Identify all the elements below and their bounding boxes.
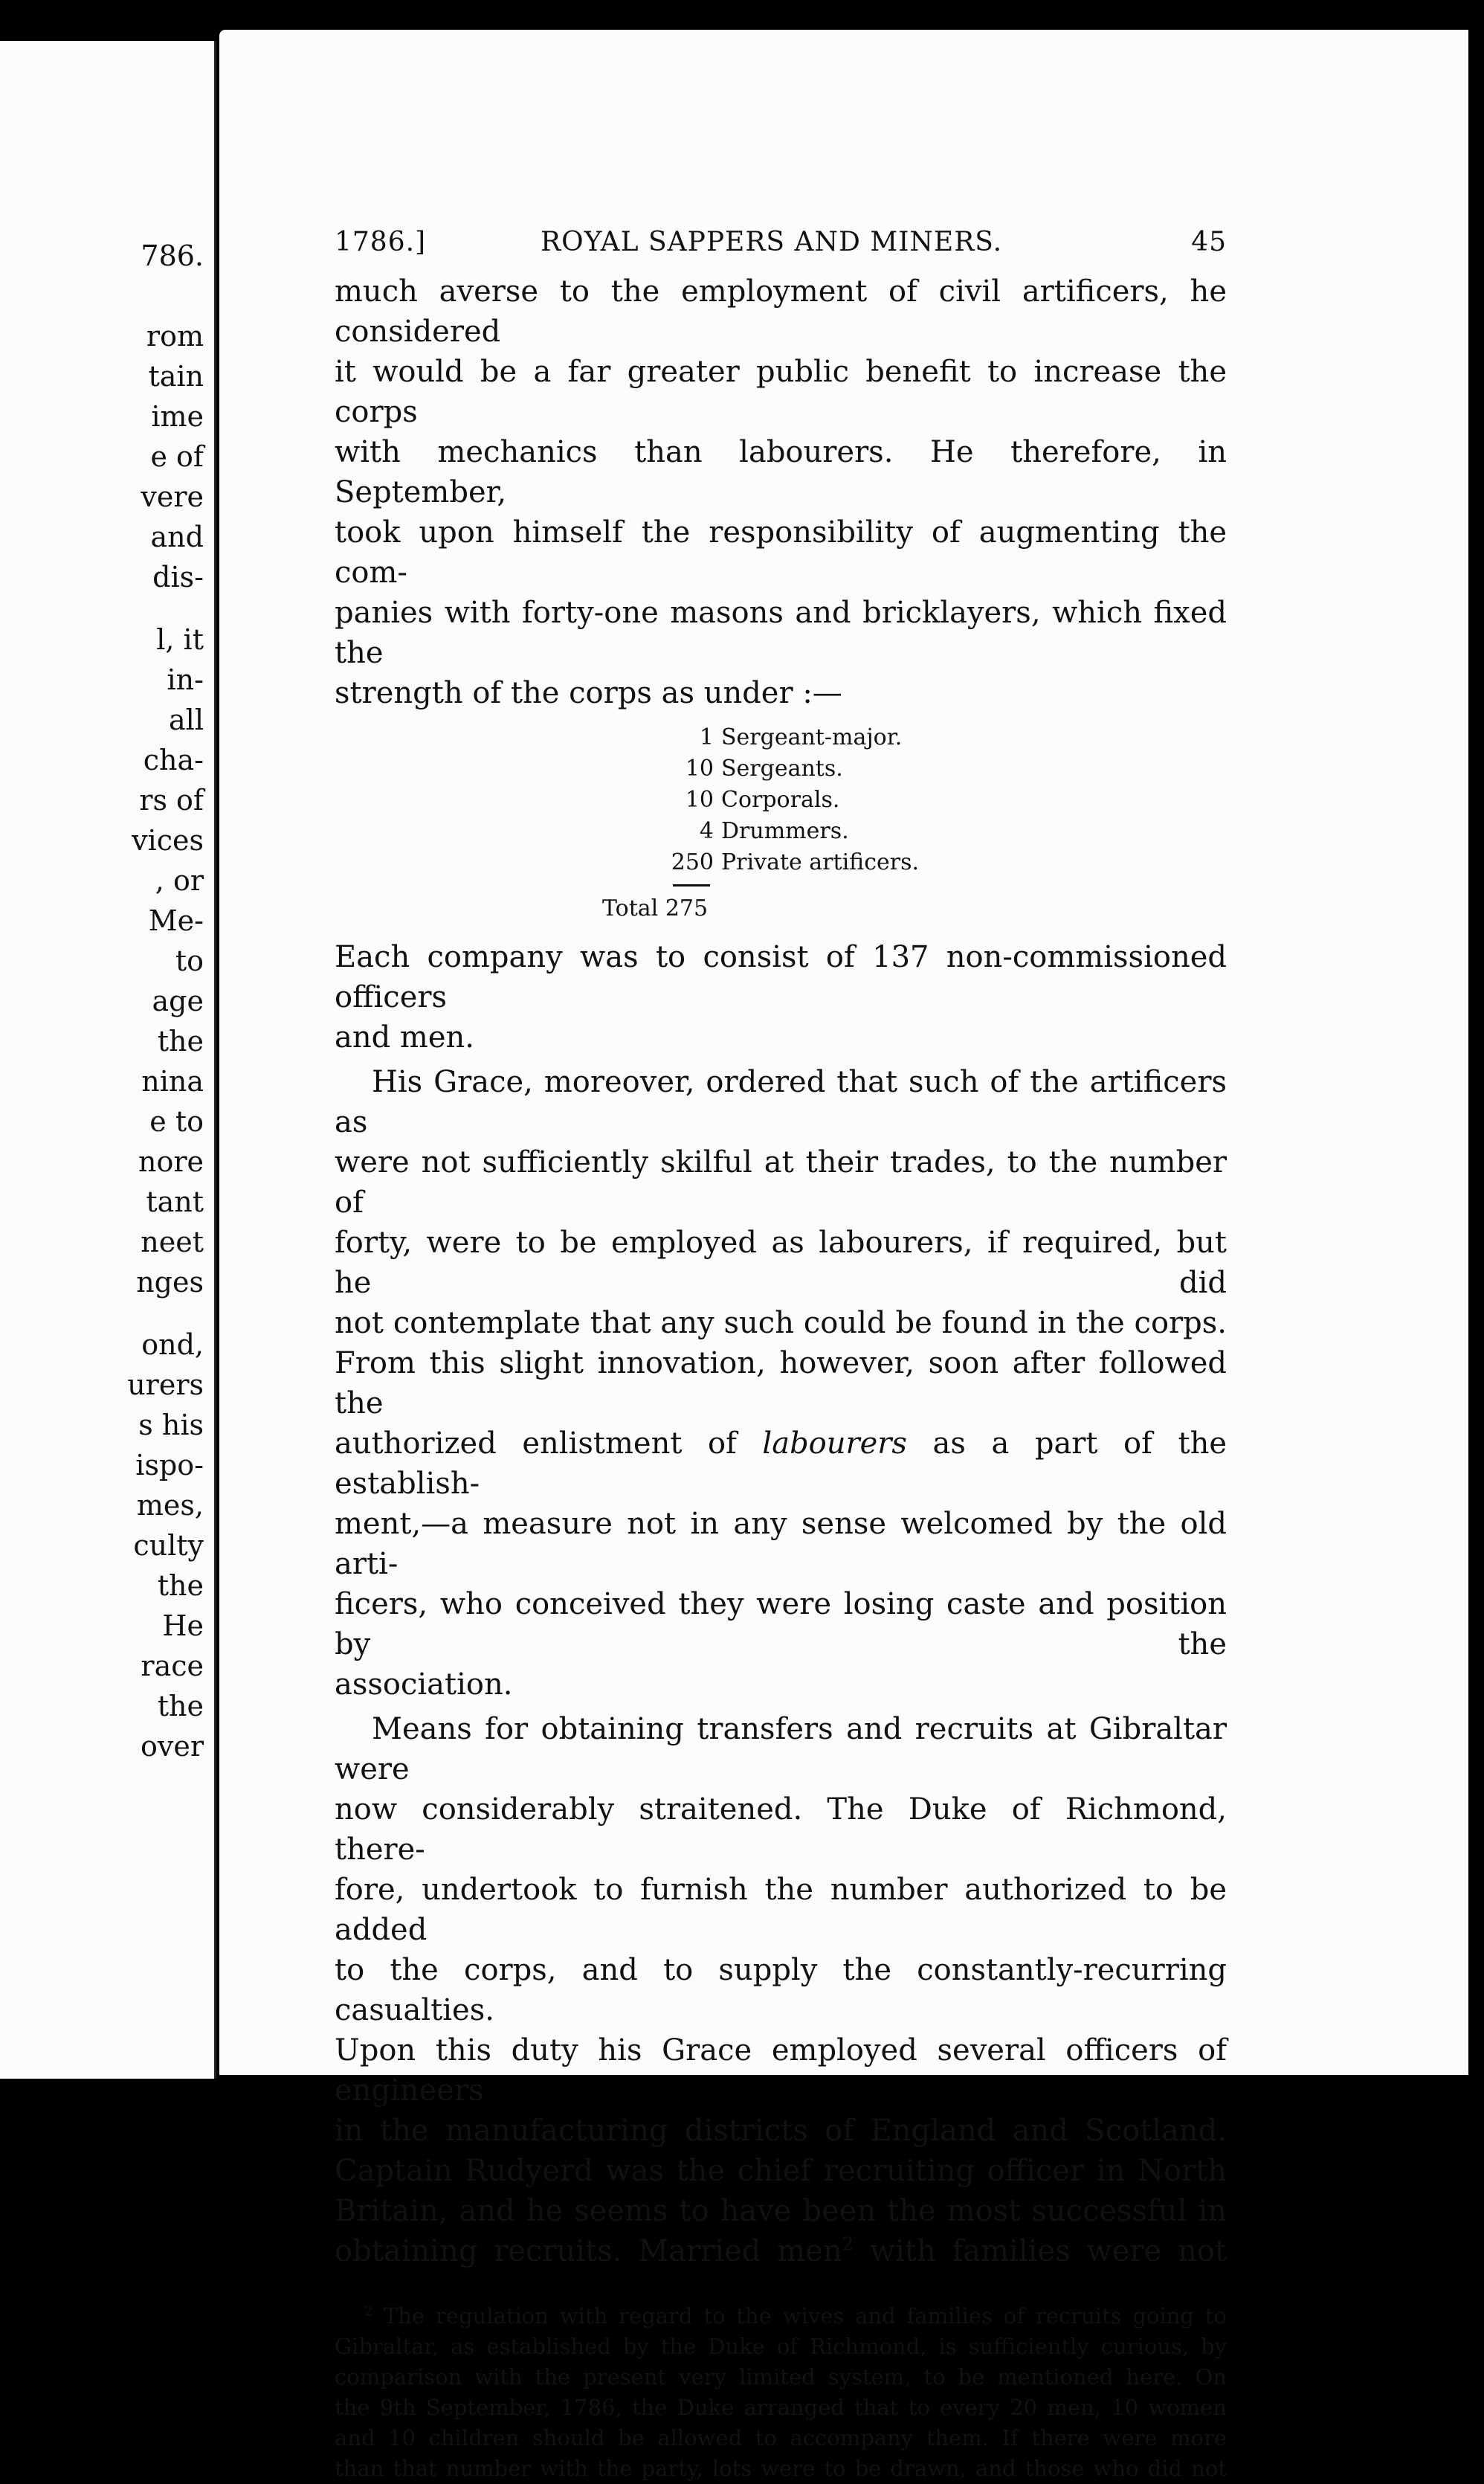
strength-count: 10 xyxy=(685,787,714,813)
left-fragment-line: ond, xyxy=(141,1328,204,1361)
strength-rank: Private artificers. xyxy=(721,849,920,875)
footnote-line: Gibraltar, as established by the Duke of Richmond, is sufficiently curious, by xyxy=(335,2334,1227,2359)
left-fragment-line: tant xyxy=(146,1185,204,1218)
text-fragment: as a part of the establish- xyxy=(335,1426,1227,1501)
text-line: fore, undertook to furnish the number authorized to be added xyxy=(335,1873,1227,1947)
left-fragment-line: over xyxy=(141,1730,204,1763)
left-fragment-line: e of xyxy=(150,440,204,473)
page-number: 45 xyxy=(1191,227,1227,257)
strength-row xyxy=(335,847,1227,878)
strength-total: Total 275 xyxy=(602,895,709,921)
footnote-line: and 10 children should be allowed to accompany them. If there were more xyxy=(335,2425,1227,2451)
left-fragment-line: rom xyxy=(146,320,204,353)
left-page-fragment xyxy=(0,41,216,2079)
text-line: Each company was to consist of 137 non-commissioned officers xyxy=(335,940,1227,1014)
text-line: not contemplate that any such could be found in the corps. xyxy=(335,1306,1227,1340)
strength-rank: Sergeants. xyxy=(721,756,843,782)
left-fragment-line: He xyxy=(162,1609,204,1642)
strength-count: 4 xyxy=(699,818,714,844)
left-fragment-line: l, it xyxy=(156,623,204,656)
left-fragment-line: nore xyxy=(138,1145,204,1178)
text-line: From this slight innovation, however, soon after followed the xyxy=(335,1346,1227,1420)
footnote-line xyxy=(335,2301,1227,2332)
text-line: panies with forty-one masons and bricklayers, which fixed the xyxy=(335,596,1227,670)
left-fragment-line: the xyxy=(157,1569,204,1602)
left-fragment-line: e to xyxy=(149,1105,204,1138)
text-line: in the manufacturing districts of England and Scotland. xyxy=(335,2114,1227,2148)
footnote xyxy=(335,2301,1227,2484)
left-fragment-line: all xyxy=(169,704,204,736)
left-fragment-line: ispo- xyxy=(135,1449,204,1481)
strength-row xyxy=(335,785,1227,816)
text-line: association. xyxy=(335,1667,513,1702)
text-line: ficers, who conceived they were losing caste and position by the xyxy=(335,1587,1227,1661)
strength-count: 10 xyxy=(685,756,714,782)
running-head-title: ROYAL SAPPERS AND MINERS. xyxy=(541,227,1003,257)
text-line: now considerably straitened. The Duke of Richmond, there- xyxy=(335,1792,1227,1867)
left-fragment-line: dis- xyxy=(152,561,204,593)
left-fragment-line: rs of xyxy=(139,784,204,817)
left-fragment-line: nges xyxy=(136,1266,204,1299)
text-fragment: obtaining recruits. Married men xyxy=(335,2234,842,2268)
text-line: it would be a far greater public benefit to increase the corps xyxy=(335,355,1227,429)
total-rule xyxy=(673,884,710,887)
left-fragment-line: in- xyxy=(167,663,204,696)
left-fragment-line: nina xyxy=(141,1065,204,1098)
strength-row xyxy=(335,722,1227,753)
left-page-lines xyxy=(127,316,204,1766)
left-fragment-line: cha- xyxy=(143,744,204,776)
footnote-line: than that number with the party, lots were to be drawn, and those who did not xyxy=(335,2456,1227,2481)
paragraph-3 xyxy=(335,1062,1227,1705)
left-fragment-line: neet xyxy=(141,1226,204,1258)
footnote-marker: 2 xyxy=(364,2304,373,2320)
text-line: forty, were to be employed as labourers, if required, but he did xyxy=(335,1226,1227,1300)
left-fragment-line: and xyxy=(150,521,204,553)
footnote-line: comparison with the present very limited system, to be mentioned here. On xyxy=(335,2364,1227,2390)
strength-row xyxy=(335,816,1227,847)
text-line: Britain, and he seems to have been the most successful in xyxy=(335,2194,1227,2228)
left-fragment-line: tain xyxy=(148,360,204,393)
text-fragment: authorized enlistment of xyxy=(335,1426,737,1461)
left-fragment-line: Me- xyxy=(148,904,204,937)
strength-rank: Sergeant-major. xyxy=(721,724,903,750)
text-line xyxy=(335,2231,1227,2271)
left-fragment-line: culty xyxy=(133,1529,204,1562)
strength-rank: Drummers. xyxy=(721,818,849,844)
left-fragment-line: mes, xyxy=(136,1489,204,1522)
left-fragment-line: the xyxy=(157,1690,204,1722)
text-fragment: The regulation with regard to the wives and families of recruits going to xyxy=(372,2303,1227,2329)
running-head-date: 1786.] xyxy=(335,227,427,257)
left-fragment-line: age xyxy=(152,985,204,1017)
strength-row xyxy=(335,753,1227,785)
text-line: ment,—a measure not in any sense welcomed by the old arti- xyxy=(335,1507,1227,1581)
left-fragment-line: urers xyxy=(127,1368,204,1401)
right-page xyxy=(219,30,1468,2481)
left-page-header: 786. xyxy=(141,239,204,272)
page-content xyxy=(335,227,1227,2484)
left-fragment-line: s his xyxy=(138,1409,204,1441)
text-line: Upon this duty his Grace employed several officers of engineers xyxy=(335,2033,1227,2108)
strength-count: 1 xyxy=(699,724,714,750)
italic-word: labourers xyxy=(762,1426,907,1461)
text-line: His Grace, moreover, ordered that such of the artificers as xyxy=(335,1065,1227,1139)
text-line xyxy=(335,1423,1227,1504)
left-fragment-line: race xyxy=(141,1650,204,1682)
left-fragment-line: vices xyxy=(132,824,204,857)
text-line: Means for obtaining transfers and recruits at Gibraltar were xyxy=(335,1712,1227,1786)
text-fragment: with families were not xyxy=(853,2234,1227,2268)
text-line: Captain Rudyerd was the chief recruiting officer in North xyxy=(335,2154,1227,2188)
text-line: strength of the corps as under :— xyxy=(335,676,842,710)
strength-count: 250 xyxy=(671,849,714,875)
strength-table xyxy=(335,722,1227,878)
left-fragment-line xyxy=(127,597,204,620)
paragraph-2 xyxy=(335,937,1227,1058)
text-line: much averse to the employment of civil artificers, he considered xyxy=(335,274,1227,349)
paragraph-1 xyxy=(335,271,1227,713)
left-fragment-line: ime xyxy=(151,400,204,433)
left-fragment-line xyxy=(127,1302,204,1325)
left-fragment-line: , or xyxy=(155,864,204,897)
left-fragment-line: to xyxy=(175,945,204,977)
running-head xyxy=(335,227,1227,271)
text-line: were not sufficiently skilful at their trades, to the number of xyxy=(335,1145,1227,1220)
text-line: with mechanics than labourers. He therefore, in September, xyxy=(335,435,1227,509)
left-fragment-line: vere xyxy=(141,480,204,513)
text-line: and men. xyxy=(335,1020,475,1055)
text-line: to the corps, and to supply the constantly-recurring casualties. xyxy=(335,1953,1227,2027)
footnote-ref: 2 xyxy=(842,2233,854,2255)
paragraph-4 xyxy=(335,1709,1227,2271)
footnote-line: the 9th September, 1786, the Duke arranged that to every 20 men, 10 women xyxy=(335,2395,1227,2420)
left-fragment-line: the xyxy=(157,1025,204,1058)
text-line: took upon himself the responsibility of augmenting the com- xyxy=(335,515,1227,590)
strength-rank: Corporals. xyxy=(721,787,840,813)
